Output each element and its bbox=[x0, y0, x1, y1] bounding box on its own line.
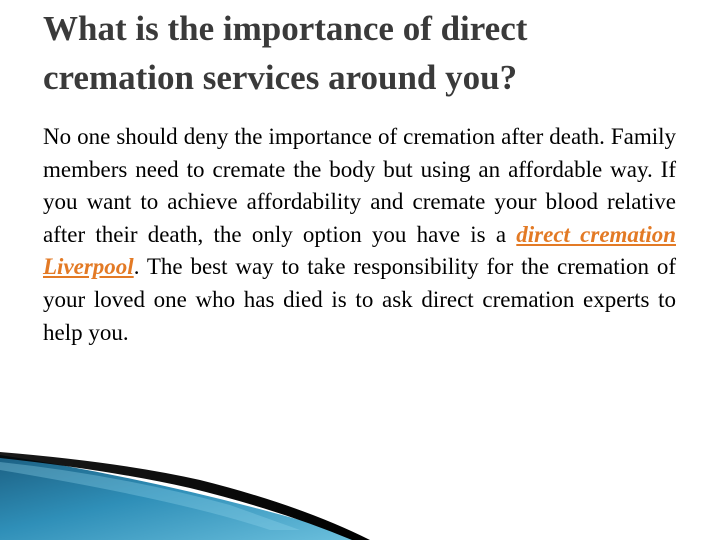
slide-body bbox=[43, 121, 676, 349]
direct-cremation-link[interactable]: direct cremation Liverpool bbox=[43, 221, 676, 280]
body-text-outro: . The best way to take responsibility for the cremation of your loved one who has died is to ask direct cremation experts to help you. bbox=[43, 254, 676, 345]
slide-title: What is the importance of direct cremation services around you? bbox=[43, 9, 528, 97]
corner-swoosh-decoration bbox=[0, 440, 720, 540]
body-text-intro: No one should deny the importance of cremation after death. Family members need to cremate the body but using an affordable way. If you want to achieve affordability and cremate your blood relative after their death, the only option you have is a bbox=[43, 124, 676, 247]
